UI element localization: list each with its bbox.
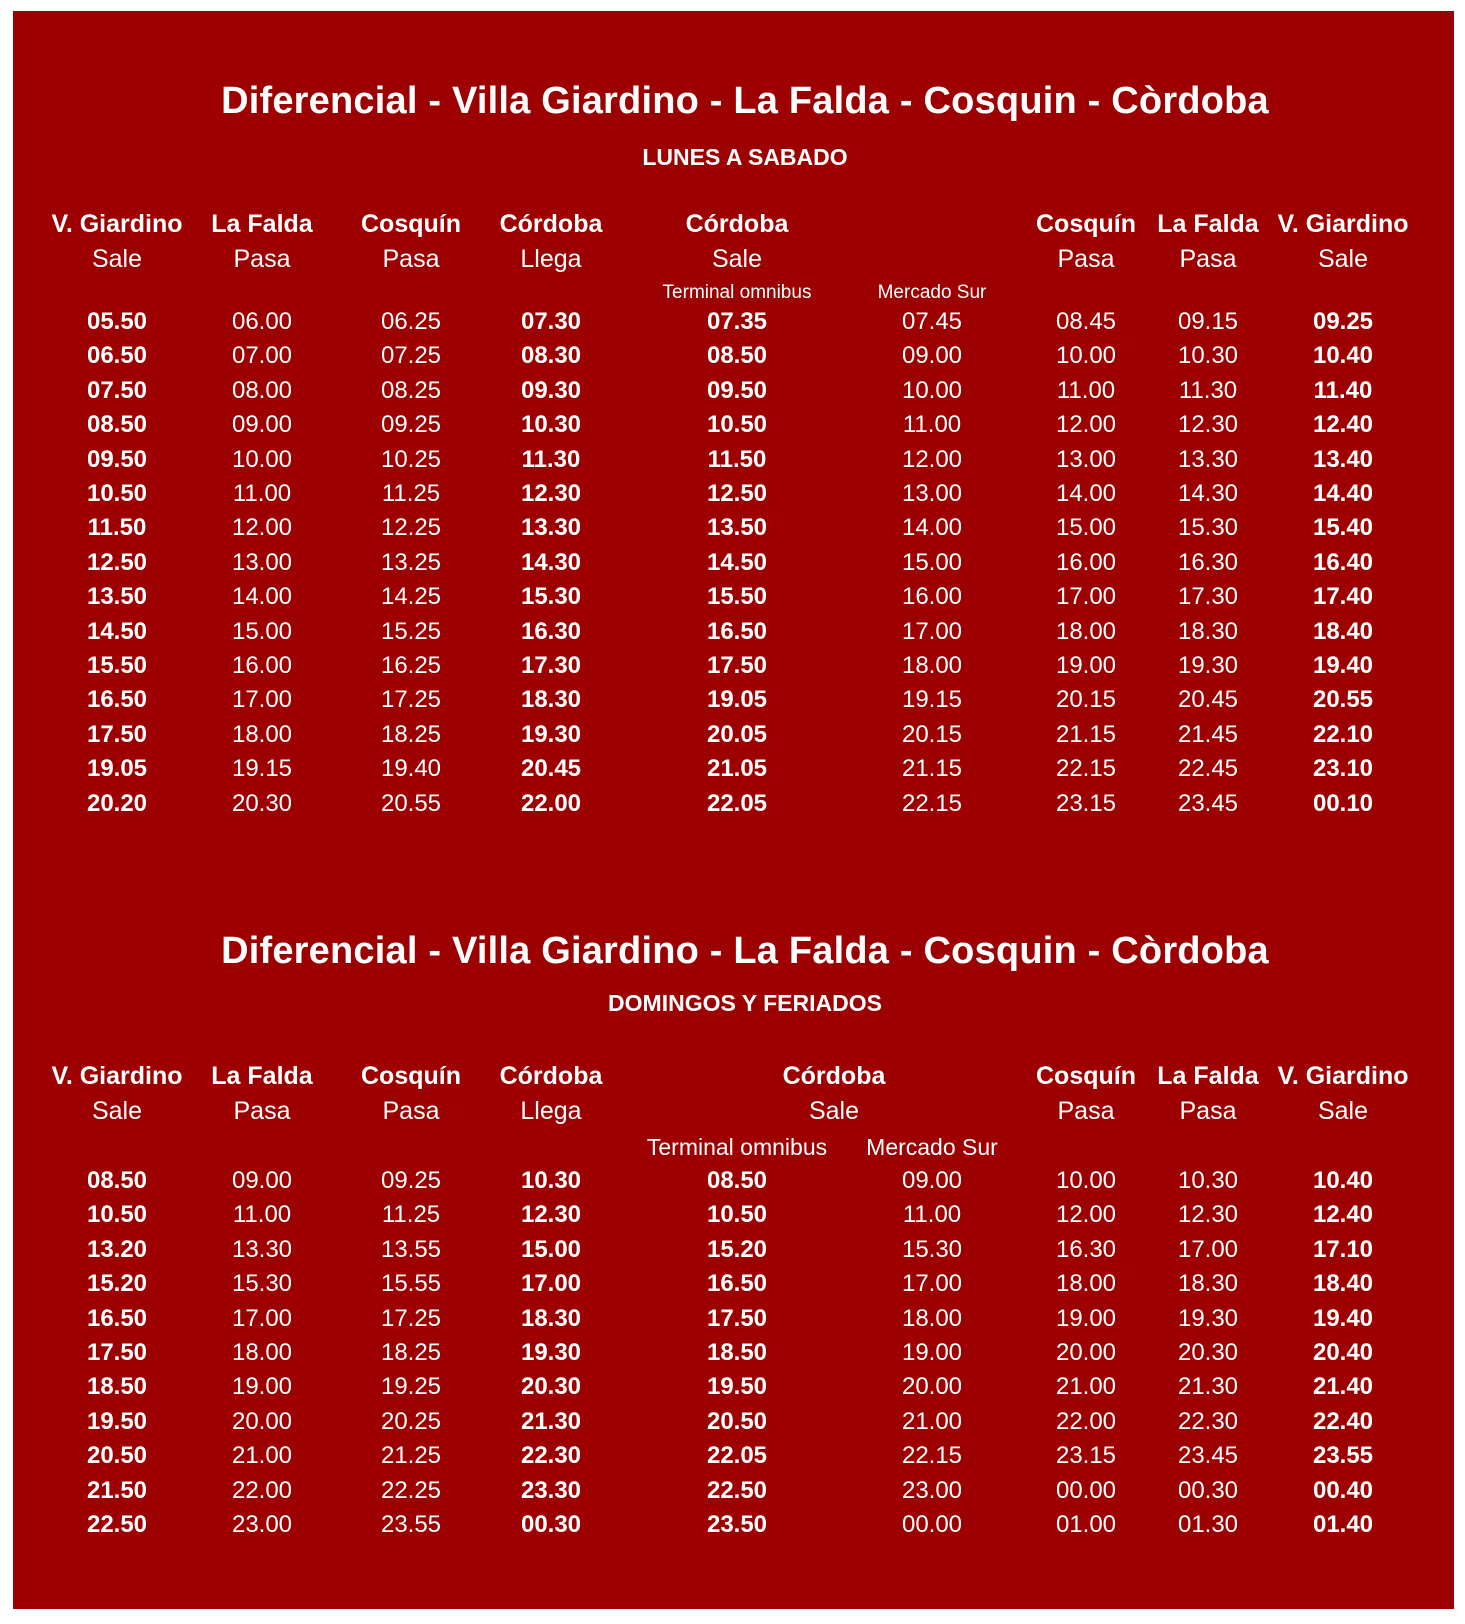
time-cell: 20.45 bbox=[1177, 686, 1239, 714]
time-cell: 22.00 bbox=[1055, 1407, 1117, 1435]
time-cell: 22.30 bbox=[1177, 1407, 1239, 1435]
time-cell: 23.15 bbox=[1055, 789, 1117, 817]
time-cell: 17.50 bbox=[706, 652, 768, 679]
time-cell: 07.30 bbox=[520, 308, 582, 335]
time-cell: 10.40 bbox=[1312, 342, 1374, 370]
time-cell: 14.25 bbox=[380, 583, 442, 611]
time-cell: 12.25 bbox=[380, 514, 442, 542]
time-cell: 11.00 bbox=[902, 411, 962, 439]
time-cell: 19.40 bbox=[1312, 652, 1374, 679]
time-cell: 11.25 bbox=[381, 480, 441, 507]
time-cell: 09.50 bbox=[706, 376, 768, 404]
time-cell: 14.40 bbox=[1312, 480, 1374, 507]
time-cell: 17.30 bbox=[1177, 583, 1239, 611]
time-cell: 11.00 bbox=[1056, 376, 1116, 404]
time-cell: 22.40 bbox=[1312, 1407, 1374, 1435]
time-cell: 00.00 bbox=[901, 1511, 963, 1538]
time-cell: 13.30 bbox=[231, 1235, 293, 1263]
time-cell: 08.45 bbox=[1055, 308, 1117, 335]
time-cell: 21.00 bbox=[231, 1442, 293, 1470]
time-cell: 20.30 bbox=[520, 1373, 582, 1401]
time-cell: 19.50 bbox=[706, 1373, 768, 1401]
time-cell: 13.40 bbox=[1312, 445, 1374, 473]
time-cell: 07.00 bbox=[231, 342, 293, 370]
time-cell: 10.00 bbox=[901, 376, 963, 404]
time-cell: 23.55 bbox=[1312, 1442, 1374, 1470]
time-cell: 21.25 bbox=[380, 1442, 442, 1470]
header-station: Córdoba bbox=[782, 1062, 886, 1090]
time-cell: 16.30 bbox=[1177, 548, 1239, 576]
time-cell: 20.15 bbox=[1055, 686, 1117, 714]
time-cell: 13.30 bbox=[1177, 445, 1239, 473]
time-cell: 20.15 bbox=[901, 720, 963, 748]
time-cell: 22.05 bbox=[706, 1442, 768, 1470]
header-action: Pasa bbox=[1179, 1097, 1237, 1125]
header-action: Pasa bbox=[1179, 245, 1237, 273]
time-cell: 19.15 bbox=[901, 686, 963, 714]
time-cell: 22.15 bbox=[901, 789, 963, 817]
time-cell: 10.50 bbox=[706, 1201, 768, 1229]
time-cell: 20.20 bbox=[86, 789, 148, 817]
time-cell: 12.00 bbox=[1055, 1201, 1117, 1229]
time-cell: 17.00 bbox=[901, 617, 963, 645]
time-cell: 13.50 bbox=[86, 583, 148, 611]
time-cell: 14.00 bbox=[1055, 480, 1117, 507]
time-cell: 19.00 bbox=[231, 1373, 293, 1401]
time-cell: 11.25 bbox=[381, 1201, 441, 1229]
time-cell: 17.00 bbox=[901, 1270, 963, 1298]
time-cell: 12.30 bbox=[1177, 411, 1239, 439]
time-cell: 13.00 bbox=[231, 548, 293, 576]
time-cell: 16.30 bbox=[1055, 1235, 1117, 1263]
time-cell: 20.25 bbox=[380, 1407, 442, 1435]
time-cell: 11.00 bbox=[232, 480, 292, 507]
time-cell: 19.40 bbox=[380, 755, 442, 783]
time-cell: 09.25 bbox=[380, 1167, 442, 1194]
time-cell: 09.30 bbox=[520, 376, 582, 404]
time-cell: 13.20 bbox=[86, 1235, 148, 1263]
time-cell: 00.30 bbox=[1177, 1476, 1239, 1504]
time-cell: 15.00 bbox=[901, 548, 963, 576]
header-station: Córdoba bbox=[685, 210, 789, 238]
header-station: Cosquín bbox=[1036, 1062, 1136, 1090]
time-cell: 11.40 bbox=[1313, 376, 1373, 404]
time-cell: 18.40 bbox=[1312, 1270, 1374, 1298]
time-cell: 10.00 bbox=[1055, 342, 1117, 370]
time-cell: 13.30 bbox=[520, 514, 582, 542]
header-action: Sale bbox=[808, 1097, 860, 1125]
header-station: V. Giardino bbox=[51, 1062, 183, 1090]
time-cell: 17.40 bbox=[1312, 583, 1374, 611]
time-cell: 16.30 bbox=[520, 617, 582, 645]
time-cell: 11.50 bbox=[87, 514, 147, 542]
time-cell: 23.55 bbox=[380, 1511, 442, 1538]
time-cell: 17.50 bbox=[86, 720, 148, 748]
time-cell: 21.05 bbox=[706, 755, 768, 783]
header-stop: Mercado Sur bbox=[877, 282, 987, 303]
header-station: Cosquín bbox=[361, 1062, 461, 1090]
time-cell: 16.00 bbox=[231, 652, 293, 679]
time-cell: 17.50 bbox=[706, 1304, 768, 1332]
section-title: Diferencial - Villa Giardino - La Falda - Cosquin - Còrdoba bbox=[221, 80, 1269, 122]
time-cell: 19.30 bbox=[1177, 652, 1239, 679]
header-station: Cosquín bbox=[1036, 210, 1136, 238]
time-cell: 21.30 bbox=[520, 1407, 582, 1435]
time-cell: 23.00 bbox=[901, 1476, 963, 1504]
time-cell: 19.15 bbox=[231, 755, 293, 783]
header-action: Sale bbox=[1317, 245, 1369, 273]
time-cell: 16.00 bbox=[1055, 548, 1117, 576]
time-cell: 14.00 bbox=[231, 583, 293, 611]
time-cell: 15.55 bbox=[380, 1270, 442, 1298]
time-cell: 22.10 bbox=[1312, 720, 1374, 748]
time-cell: 23.45 bbox=[1177, 789, 1239, 817]
time-cell: 22.45 bbox=[1177, 755, 1239, 783]
time-cell: 17.30 bbox=[520, 652, 582, 679]
time-cell: 00.10 bbox=[1312, 789, 1374, 817]
time-cell: 15.25 bbox=[380, 617, 442, 645]
time-cell: 01.40 bbox=[1312, 1511, 1374, 1538]
header-action: Pasa bbox=[382, 245, 440, 273]
header-action: Pasa bbox=[233, 1097, 291, 1125]
time-cell: 19.30 bbox=[1177, 1304, 1239, 1332]
time-cell: 17.00 bbox=[231, 1304, 293, 1332]
time-cell: 19.30 bbox=[520, 1339, 582, 1366]
time-cell: 17.00 bbox=[231, 686, 293, 714]
header-station: Córdoba bbox=[499, 210, 603, 238]
header-action: Sale bbox=[91, 1097, 143, 1125]
time-cell: 18.00 bbox=[231, 720, 293, 748]
time-cell: 20.00 bbox=[901, 1373, 963, 1401]
time-cell: 12.30 bbox=[1177, 1201, 1239, 1229]
time-cell: 16.00 bbox=[901, 583, 963, 611]
section-title: Diferencial - Villa Giardino - La Falda - Cosquin - Còrdoba bbox=[221, 930, 1269, 972]
time-cell: 22.25 bbox=[380, 1476, 442, 1504]
header-station: La Falda bbox=[1157, 1062, 1259, 1090]
header-stop: Terminal omnibus bbox=[646, 1134, 828, 1160]
time-cell: 09.50 bbox=[86, 445, 148, 473]
time-cell: 13.25 bbox=[380, 548, 442, 576]
header-action: Llega bbox=[520, 245, 582, 273]
time-cell: 08.25 bbox=[380, 376, 442, 404]
time-cell: 18.00 bbox=[1055, 617, 1117, 645]
time-cell: 11.50 bbox=[707, 445, 767, 473]
time-cell: 16.25 bbox=[380, 652, 442, 679]
time-cell: 21.45 bbox=[1177, 720, 1239, 748]
time-cell: 10.30 bbox=[520, 411, 582, 439]
time-cell: 19.05 bbox=[86, 755, 148, 783]
time-cell: 19.05 bbox=[706, 686, 768, 714]
time-cell: 10.50 bbox=[86, 480, 148, 507]
time-cell: 19.40 bbox=[1312, 1304, 1374, 1332]
time-cell: 10.30 bbox=[1177, 342, 1239, 370]
time-cell: 21.00 bbox=[1055, 1373, 1117, 1401]
time-cell: 18.30 bbox=[520, 686, 582, 714]
header-stop: Terminal omnibus bbox=[662, 282, 812, 303]
time-cell: 06.00 bbox=[231, 308, 293, 335]
time-cell: 08.50 bbox=[706, 1167, 768, 1194]
time-cell: 00.30 bbox=[520, 1511, 582, 1538]
time-cell: 17.25 bbox=[380, 1304, 442, 1332]
header-station: La Falda bbox=[1157, 210, 1259, 238]
section-subtitle: LUNES A SABADO bbox=[642, 144, 848, 170]
time-cell: 15.40 bbox=[1312, 514, 1374, 542]
time-cell: 16.50 bbox=[86, 686, 148, 714]
time-cell: 12.00 bbox=[1055, 411, 1117, 439]
time-cell: 18.30 bbox=[1177, 617, 1239, 645]
time-cell: 20.40 bbox=[1312, 1339, 1374, 1366]
time-cell: 12.00 bbox=[901, 445, 963, 473]
header-station: Córdoba bbox=[499, 1062, 603, 1090]
time-cell: 13.00 bbox=[1055, 445, 1117, 473]
time-cell: 20.30 bbox=[1177, 1339, 1239, 1366]
time-cell: 18.25 bbox=[380, 720, 442, 748]
time-cell: 22.00 bbox=[231, 1476, 293, 1504]
time-cell: 23.10 bbox=[1312, 755, 1374, 783]
time-cell: 12.40 bbox=[1312, 1201, 1374, 1229]
time-cell: 20.50 bbox=[706, 1407, 768, 1435]
time-cell: 20.50 bbox=[86, 1442, 148, 1470]
time-cell: 11.00 bbox=[902, 1201, 962, 1229]
time-cell: 09.25 bbox=[1312, 308, 1374, 335]
time-cell: 18.40 bbox=[1312, 617, 1374, 645]
time-cell: 12.50 bbox=[706, 480, 768, 507]
header-action: Pasa bbox=[233, 245, 291, 273]
time-cell: 05.50 bbox=[86, 308, 148, 335]
time-cell: 17.00 bbox=[1055, 583, 1117, 611]
time-cell: 15.30 bbox=[520, 583, 582, 611]
time-cell: 17.00 bbox=[520, 1270, 582, 1298]
time-cell: 15.20 bbox=[706, 1235, 768, 1263]
time-cell: 22.05 bbox=[706, 789, 768, 817]
time-cell: 21.15 bbox=[1055, 720, 1117, 748]
time-cell: 20.55 bbox=[380, 789, 442, 817]
time-cell: 16.50 bbox=[706, 617, 768, 645]
time-cell: 08.00 bbox=[231, 376, 293, 404]
time-cell: 16.40 bbox=[1312, 548, 1374, 576]
time-cell: 15.00 bbox=[1055, 514, 1117, 542]
time-cell: 20.05 bbox=[706, 720, 768, 748]
time-cell: 18.00 bbox=[1055, 1270, 1117, 1298]
time-cell: 10.00 bbox=[1055, 1167, 1117, 1194]
time-cell: 08.30 bbox=[520, 342, 582, 370]
time-cell: 08.50 bbox=[86, 1167, 148, 1194]
time-cell: 13.50 bbox=[706, 514, 768, 542]
time-cell: 20.00 bbox=[1055, 1339, 1117, 1366]
time-cell: 12.30 bbox=[520, 1201, 582, 1229]
time-cell: 16.50 bbox=[706, 1270, 768, 1298]
time-cell: 16.50 bbox=[86, 1304, 148, 1332]
time-cell: 10.50 bbox=[706, 411, 768, 439]
time-cell: 18.00 bbox=[231, 1339, 293, 1366]
time-cell: 18.00 bbox=[901, 1304, 963, 1332]
time-cell: 15.30 bbox=[231, 1270, 293, 1298]
time-cell: 18.50 bbox=[86, 1373, 148, 1401]
time-cell: 18.50 bbox=[706, 1339, 768, 1366]
time-cell: 18.30 bbox=[520, 1304, 582, 1332]
time-cell: 07.25 bbox=[380, 342, 442, 370]
time-cell: 22.00 bbox=[520, 789, 582, 817]
time-cell: 09.00 bbox=[231, 1167, 293, 1194]
time-cell: 20.45 bbox=[520, 755, 582, 783]
time-cell: 15.30 bbox=[901, 1235, 963, 1263]
time-cell: 19.30 bbox=[520, 720, 582, 748]
time-cell: 08.50 bbox=[706, 342, 768, 370]
time-cell: 21.40 bbox=[1312, 1373, 1374, 1401]
time-cell: 12.30 bbox=[520, 480, 582, 507]
time-cell: 10.25 bbox=[380, 445, 442, 473]
time-cell: 22.50 bbox=[86, 1511, 148, 1538]
time-cell: 01.30 bbox=[1177, 1511, 1239, 1538]
time-cell: 22.15 bbox=[1055, 755, 1117, 783]
time-cell: 18.00 bbox=[901, 652, 963, 679]
time-cell: 19.00 bbox=[1055, 1304, 1117, 1332]
time-cell: 12.00 bbox=[231, 514, 293, 542]
time-cell: 18.30 bbox=[1177, 1270, 1239, 1298]
time-cell: 14.30 bbox=[520, 548, 582, 576]
time-cell: 07.45 bbox=[901, 308, 963, 335]
time-cell: 11.30 bbox=[521, 445, 581, 473]
time-cell: 17.00 bbox=[1177, 1235, 1239, 1263]
time-cell: 19.50 bbox=[86, 1407, 148, 1435]
time-cell: 06.25 bbox=[380, 308, 442, 335]
time-cell: 14.50 bbox=[86, 617, 148, 645]
header-action: Sale bbox=[1317, 1097, 1369, 1125]
header-action: Sale bbox=[91, 245, 143, 273]
time-cell: 17.25 bbox=[380, 686, 442, 714]
time-cell: 23.15 bbox=[1055, 1442, 1117, 1470]
header-action: Llega bbox=[520, 1097, 582, 1125]
time-cell: 10.30 bbox=[520, 1167, 582, 1194]
time-cell: 15.30 bbox=[1177, 514, 1239, 542]
time-cell: 15.00 bbox=[520, 1235, 582, 1263]
time-cell: 00.40 bbox=[1312, 1476, 1374, 1504]
time-cell: 23.30 bbox=[520, 1476, 582, 1504]
time-cell: 21.00 bbox=[901, 1407, 963, 1435]
time-cell: 21.15 bbox=[901, 755, 963, 783]
time-cell: 18.25 bbox=[380, 1339, 442, 1366]
header-station: V. Giardino bbox=[51, 210, 183, 238]
time-cell: 09.00 bbox=[901, 342, 963, 370]
time-cell: 11.00 bbox=[232, 1201, 292, 1229]
header-stop: Mercado Sur bbox=[866, 1134, 998, 1160]
time-cell: 09.00 bbox=[901, 1167, 963, 1194]
time-cell: 19.00 bbox=[1055, 652, 1117, 679]
time-cell: 22.30 bbox=[520, 1442, 582, 1470]
header-action: Sale bbox=[711, 245, 763, 273]
time-cell: 01.00 bbox=[1055, 1511, 1117, 1538]
time-cell: 11.30 bbox=[1178, 376, 1238, 404]
time-cell: 07.50 bbox=[86, 376, 148, 404]
time-cell: 14.00 bbox=[901, 514, 963, 542]
time-cell: 20.30 bbox=[231, 789, 293, 817]
time-cell: 23.50 bbox=[706, 1511, 768, 1538]
time-cell: 10.30 bbox=[1177, 1167, 1239, 1194]
time-cell: 15.20 bbox=[86, 1270, 148, 1298]
header-action: Pasa bbox=[382, 1097, 440, 1125]
time-cell: 06.50 bbox=[86, 342, 148, 370]
time-cell: 12.40 bbox=[1312, 411, 1374, 439]
time-cell: 10.50 bbox=[86, 1201, 148, 1229]
time-cell: 13.00 bbox=[901, 480, 963, 507]
time-cell: 15.50 bbox=[706, 583, 768, 611]
time-cell: 13.55 bbox=[380, 1235, 442, 1263]
header-station: V. Giardino bbox=[1277, 1062, 1409, 1090]
time-cell: 10.00 bbox=[231, 445, 293, 473]
time-cell: 23.45 bbox=[1177, 1442, 1239, 1470]
time-cell: 17.50 bbox=[86, 1339, 148, 1366]
time-cell: 10.40 bbox=[1312, 1167, 1374, 1194]
time-cell: 00.00 bbox=[1055, 1476, 1117, 1504]
time-cell: 09.00 bbox=[231, 411, 293, 439]
time-cell: 09.25 bbox=[380, 411, 442, 439]
time-cell: 07.35 bbox=[706, 308, 768, 335]
time-cell: 15.50 bbox=[86, 652, 148, 679]
time-cell: 19.00 bbox=[901, 1339, 963, 1366]
time-cell: 09.15 bbox=[1177, 308, 1239, 335]
header-action: Pasa bbox=[1057, 245, 1115, 273]
time-cell: 20.55 bbox=[1312, 686, 1374, 714]
time-cell: 17.10 bbox=[1312, 1235, 1374, 1263]
time-cell: 12.50 bbox=[86, 548, 148, 576]
header-station: La Falda bbox=[211, 210, 313, 238]
time-cell: 21.50 bbox=[86, 1476, 148, 1504]
time-cell: 20.00 bbox=[231, 1407, 293, 1435]
section-subtitle: DOMINGOS Y FERIADOS bbox=[608, 990, 882, 1016]
header-station: V. Giardino bbox=[1277, 210, 1409, 238]
header-station: Cosquín bbox=[361, 210, 461, 238]
time-cell: 22.15 bbox=[901, 1442, 963, 1470]
header-action: Pasa bbox=[1057, 1097, 1115, 1125]
time-cell: 14.50 bbox=[706, 548, 768, 576]
header-station: La Falda bbox=[211, 1062, 313, 1090]
time-cell: 14.30 bbox=[1177, 480, 1239, 507]
time-cell: 21.30 bbox=[1177, 1373, 1239, 1401]
time-cell: 08.50 bbox=[86, 411, 148, 439]
time-cell: 22.50 bbox=[706, 1476, 768, 1504]
time-cell: 19.25 bbox=[380, 1373, 442, 1401]
time-cell: 23.00 bbox=[231, 1511, 293, 1538]
time-cell: 15.00 bbox=[231, 617, 293, 645]
